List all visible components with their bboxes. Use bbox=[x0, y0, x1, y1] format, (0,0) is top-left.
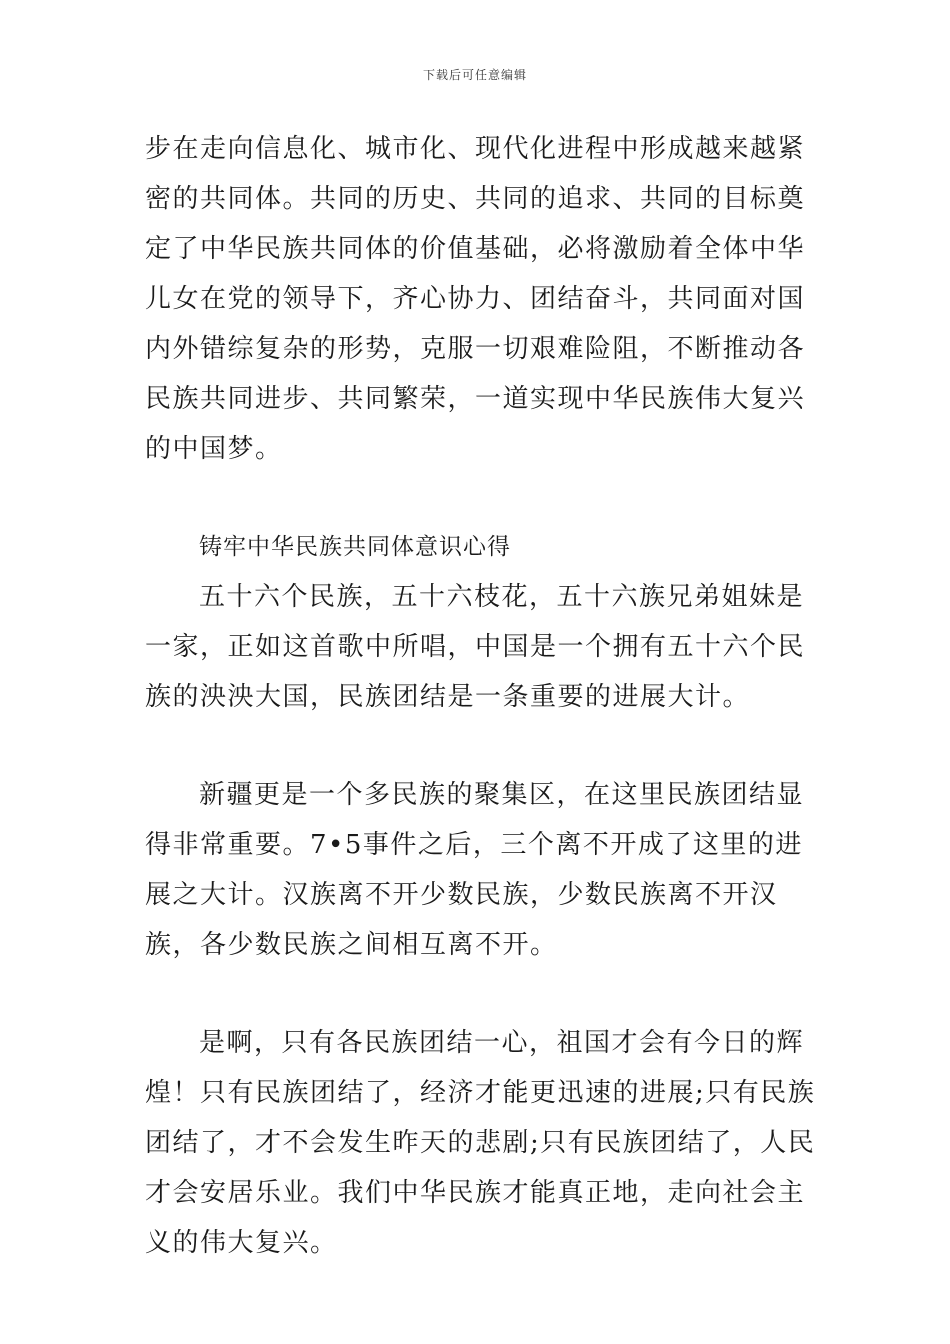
document-body bbox=[145, 124, 820, 1268]
paragraph-unity: 是啊，只有各民族团结一心，祖国才会有今日的辉煌！只有民族团结了，经济才能更迅速的进展;只有民族团结了，才不会发生昨天的悲剧;只有民族团结了，人民才会安居乐业。我们中华民族才能真正地，走向社会主义的伟大复兴。 bbox=[145, 1028, 816, 1258]
header-note: 下载后可任意编辑 bbox=[422, 68, 527, 82]
paragraph-gap bbox=[145, 474, 820, 522]
paragraph-xinjiang: 新疆更是一个多民族的聚集区，在这里民族团结显得非常重要。7•5事件之后，三个离不开成了这里的进展之大计。汉族离不开少数民族，少数民族离不开汉族，各少数民族之间相互离不开。 bbox=[145, 780, 805, 960]
paragraph-gap bbox=[145, 722, 820, 770]
paragraph-song: 五十六个民族，五十六枝花，五十六族兄弟姐妹是一家，正如这首歌中所唱，中国是一个拥有五十六个民族的泱泱大国，民族团结是一条重要的进展大计。 bbox=[145, 582, 806, 712]
paragraph-gap bbox=[145, 970, 820, 1018]
paragraph-continued: 步在走向信息化、城市化、现代化进程中形成越来越紧密的共同体。共同的历史、共同的追求、共同的目标奠定了中华民族共同体的价值基础，必将激励着全体中华儿女在党的领导下，齐心协力、团结奋斗，共同面对国内外错综复杂的形势，克服一切艰难险阻，不断推动各民族共同进步、共同繁荣，一道实现中华民族伟大复兴的中国梦。 bbox=[145, 134, 806, 464]
section-title: 铸牢中华民族共同体意识心得 bbox=[199, 534, 511, 560]
